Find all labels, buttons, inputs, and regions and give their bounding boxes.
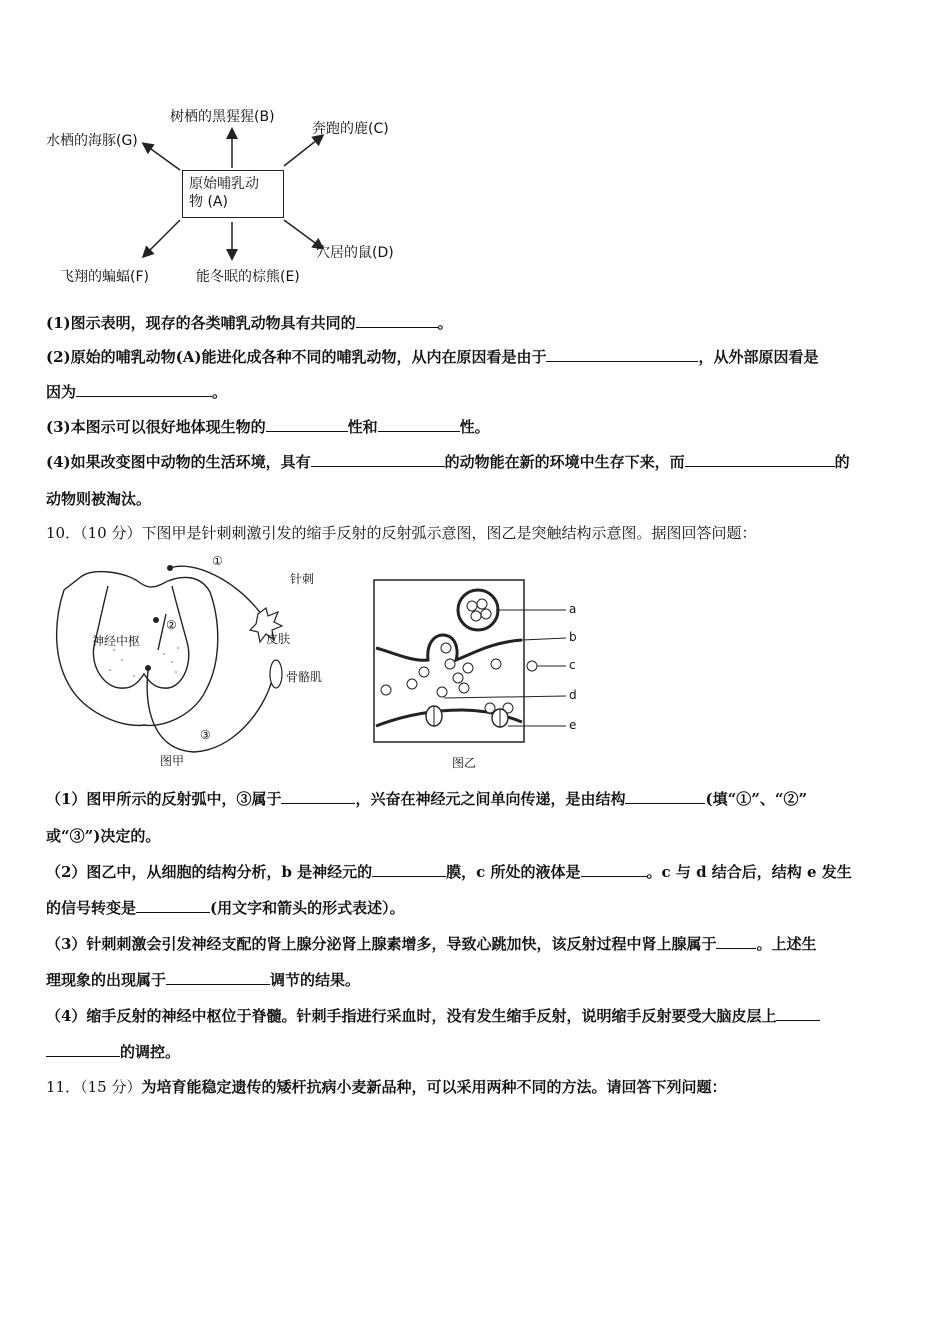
jia-needle: 针刺 [290,572,315,586]
label-deer: 奔跑的鹿(C) [312,121,389,137]
q10-p2-tail: (用文字和箭头的形式表述）。 [210,899,405,917]
q9-part2-cont [46,381,227,402]
q10-p1-mid: ，兴奋在神经元之间单向传递，是由结构 [355,790,626,808]
figure-mammal-radiation [40,96,420,292]
yi-label-b: b [569,630,577,644]
q10-blank-9[interactable] [46,1042,120,1057]
q10-prompt: 下图甲是针刺刺激引发的缩手反射的反射弧示意图，图乙是突触结构示意图。据图回答问题： [141,524,757,542]
q10-part1-cont [46,825,160,846]
q9-p2-cont: 因为 [46,383,77,401]
q10-part3-cont [46,969,360,990]
q9-p4-cont: 动物则被淘汰。 [46,490,152,508]
q10-p3-mid: 。上述生 [756,935,817,953]
q9-blank-2[interactable] [546,347,698,362]
q10-blank-1[interactable] [281,789,355,804]
yi-caption: 图乙 [452,756,477,770]
q11-prompt: 为培育能稳定遗传的矮杆抗病小麦新品种，可以采用两种不同的方法。请回答下列问题： [141,1078,727,1096]
q10-title [46,522,756,543]
q9-blank-1[interactable] [356,313,438,328]
q10-blank-4[interactable] [581,862,647,877]
figure-yi-synapse [372,578,602,772]
yi-label-d: d [569,688,577,702]
yi-label-a: a [569,602,577,616]
label-dolphin: 水栖的海豚(G) [46,133,138,149]
q9-p2-mid: ，从外部原因看是 [698,348,819,366]
center-line-1: 原始哺乳动 [189,176,259,192]
q10-p2-end: 。c 与 d 结合后，结构 e 发生 [646,863,852,881]
center-box-primitive-mammal [182,170,284,218]
q9-blank-6[interactable] [311,452,445,467]
q10-part4 [46,1005,820,1026]
q9-p3-end: 性。 [459,418,490,436]
q9-p3-text: (3)本图示可以很好地体现生物的 [46,418,266,436]
q9-part3 [46,416,490,437]
q10-part2 [46,861,852,882]
q10-part4-cont [46,1041,180,1062]
q10-p3-tail: 调节的结果。 [270,971,361,989]
yi-label-c: c [569,658,576,672]
q11-title [46,1076,726,1097]
q10-blank-6[interactable] [716,934,756,949]
q10-part3 [46,933,816,954]
q9-p3-mid: 性和 [347,418,378,436]
q10-p3-cont: 理现象的出现属于 [46,971,167,989]
figure-jia-reflex-arc [44,550,344,772]
q10-blank-7[interactable] [166,970,270,985]
q9-part1 [46,312,453,333]
q9-blank-4[interactable] [266,417,348,432]
q10-p2-mid: 膜，c 所处的液体是 [446,863,581,881]
label-chimp: 树栖的黑猩猩(B) [170,109,275,125]
q10-p2-text: （2）图乙中，从细胞的结构分析，b 是神经元的 [46,863,373,881]
label-bear: 能冬眠的棕熊(E) [196,269,300,285]
q9-part4 [46,451,850,472]
jia-label-2: ② [166,618,177,632]
q10-p1-text: （1）图甲所示的反射弧中，③属于 [46,790,282,808]
q9-part2 [46,346,818,367]
q10-part1 [46,788,807,809]
center-line-2: 物 (A) [189,194,228,210]
q9-p2-end: 。 [212,383,228,401]
label-mouse: 穴居的鼠(D) [316,245,394,261]
q9-blank-5[interactable] [378,417,460,432]
jia-center: 神经中枢 [92,634,141,648]
q10-p1-end: (填“①”、“②” [705,790,808,808]
q9-blank-3[interactable] [76,382,212,397]
jia-skin: 皮肤 [266,632,291,646]
synapse-drawing [372,578,602,750]
yi-label-e: e [569,718,577,732]
q10-p1-cont: 或“③”)决定的。 [46,827,161,845]
label-bat: 飞翔的蝙蝠(F) [60,269,149,285]
q9-blank-7[interactable] [685,452,835,467]
q9-p1-text: (1)图示表明，现存的各类哺乳动物具有共同的 [46,314,356,332]
q10-p3-text: （3）针刺刺激会引发神经支配的肾上腺分泌肾上腺素增多，导致心跳加快，该反射过程中肾上腺属于 [46,935,717,953]
jia-caption: 图甲 [160,754,185,768]
jia-label-3: ③ [200,728,211,742]
q9-p4-end: 的 [834,453,850,471]
q10-p2-cont: 的信号转变是 [46,899,137,917]
q10-number: 10． [46,524,81,542]
q10-blank-3[interactable] [372,862,446,877]
jia-muscle: 骨骼肌 [286,670,323,684]
q10-p4-tail: 的调控。 [120,1043,181,1061]
q9-p4-mid: 的动物能在新的环境中生存下来，而 [444,453,685,471]
q9-part4-cont [46,488,151,509]
q9-p1-end: 。 [437,314,453,332]
jia-label-1: ① [212,554,223,568]
q10-p4-text: （4）缩手反射的神经中枢位于脊髓。针刺手指进行采血时，没有发生缩手反射，说明缩手反射要受大脑皮层上 [46,1007,777,1025]
q10-blank-5[interactable] [136,898,210,913]
q11-number: 11． [46,1078,81,1096]
q9-p2-text: (2)原始的哺乳动物(A)能进化成各种不同的哺乳动物，从内在原因看是由于 [46,348,547,366]
q9-p4-text: (4)如果改变图中动物的生活环境，具有 [46,453,311,471]
q10-part2-cont [46,897,405,918]
q10-blank-2[interactable] [625,789,705,804]
q10-score: （10 分） [80,524,142,542]
q11-score: （15 分） [80,1078,142,1096]
q10-blank-8[interactable] [776,1006,820,1021]
